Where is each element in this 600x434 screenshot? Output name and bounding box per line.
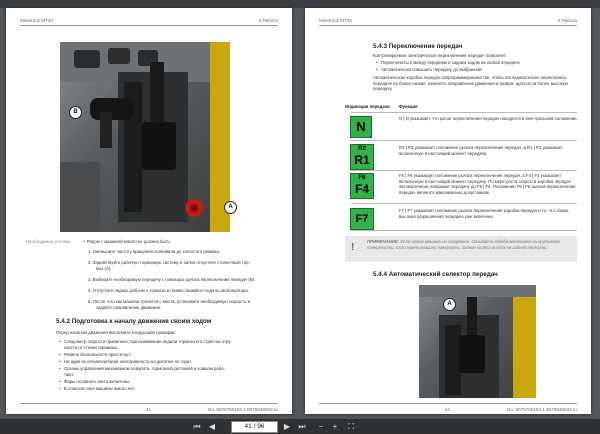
section-title: 5.4.4 Автоматический селектор передач	[373, 271, 498, 278]
gear-indicator-f: F6 F4	[350, 173, 374, 199]
section-intro: Контролируемое электрическое переключение передач позволяет:	[373, 53, 508, 58]
doc-number: No. 8075750163.1.8075848843.ru	[208, 407, 278, 412]
section-intro: Перед началом движения выполните следующие проверки:	[56, 330, 176, 335]
table-cell: N | N указывает, что рычаг переключения передач находится в ней-тральном положении.	[399, 116, 578, 121]
zoom-out-icon[interactable]: −	[318, 422, 324, 431]
list-item: • Ни один из сигнализаторов неисправности на дисплее не горит.	[64, 359, 192, 365]
step: задайте направление движения.	[96, 305, 162, 310]
table-rule	[351, 203, 577, 204]
image-caption: Необходимое условие	[26, 239, 71, 244]
viewer-toolbar	[0, 419, 600, 434]
step: 5. После того как машина тронется с места, установите необходимую скорость и	[88, 299, 250, 304]
last-page-icon[interactable]: ⏭	[298, 422, 306, 431]
table-cell: F7 | F7 указывает положение рычага переключения коробки передач и то, что самая высокая разрешенная передача уже включена.	[399, 208, 569, 219]
first-page-icon[interactable]: ⏮	[193, 422, 201, 431]
callout-b: B	[69, 106, 82, 119]
page-header-right: 5 Работа	[558, 18, 577, 23]
info-icon: !	[351, 242, 355, 253]
next-page-icon[interactable]: ▶	[283, 422, 291, 431]
table-header-function: Функция	[399, 104, 418, 109]
step: 1. Уменьшите частоту вращения коленвала до холостого режима.	[88, 249, 220, 254]
paragraph: Автоматическая коробка передач запрограммирована так, чтобы последовательно переключать передачи на более низкие, изменять направление движения и возвра- щаться на более высокую передачу.	[373, 75, 568, 91]
gear-selector-photo	[419, 285, 536, 398]
list-item: • Органы управления механизмом поворота, тормозной системой и ковшом рабо-	[64, 366, 225, 372]
prev-page-icon[interactable]: ◀	[208, 422, 216, 431]
section-title: 5.4.2 Подготовка к началу движения своим ходом	[56, 318, 212, 325]
step: 4. Отпустите педаль рабочего тормоза и плавно выжмите педаль акселератора.	[88, 288, 249, 293]
page-header-left: Minetruck MT42	[20, 18, 53, 23]
list-item: • Автоматически повышать передачу до выбранной	[381, 67, 482, 73]
footer-rule	[20, 403, 278, 404]
list-item: • В опасной зоне машины никого нет.	[64, 386, 135, 392]
table-rule	[351, 112, 577, 113]
page-indicator-input[interactable]: 41 / 96	[231, 421, 278, 433]
page-number: 42	[445, 407, 451, 412]
table-header-indicator: Индикация передачи	[345, 104, 390, 109]
gear-indicator-n: N	[350, 116, 372, 138]
page-number: 41	[146, 407, 152, 412]
document-page-left	[6, 8, 292, 414]
step: 3. Выберите необходимую передачу с помощью рычага переключения передач (B).	[88, 277, 256, 282]
note-text: ПРИМЕЧАНИЕ: Если нужна машина не загружена. Ожидайте взбоба механизма на крутизной поверхности. Если нужно машину повернуть, задние колёса всегда не задней передачи.	[367, 239, 560, 250]
table-rule	[351, 140, 577, 141]
list-item: • Спидометр скорости правильно; при выжимании педали тормоза его стрел-ка отру-	[64, 339, 232, 345]
list-item: • Ремень безопасности пристегнут.	[64, 352, 131, 358]
precondition-text: ✓ Рядом с машиной никого не должно быть.	[82, 239, 171, 244]
table-cell: F6 | F6 указывает положение рычага переключения передач, а F4 | F4 указывает включенную в настоящий момент передачу. По мере роста скорости коробка передач автоматически повышает передачу до F6 | F6. Положение F6 | F6 рычага переключения передач является максимально допустимым.	[399, 173, 576, 195]
header-rule	[319, 25, 577, 26]
gear-indicator-r: R2 R1	[350, 144, 374, 170]
table-rule	[351, 170, 577, 171]
doc-number: No. 8075750163.1.8075848843.ru	[507, 407, 577, 412]
list-item: • Переключаться между передним и задним ходом на любой передаче	[381, 60, 520, 66]
table-rule	[351, 230, 577, 231]
table-cell: R2 | R2 указывает положение рычага переключения передач, а R1 | R1 указывает включенную в настоящий момент передачу.	[399, 145, 563, 156]
fullscreen-icon[interactable]: ⛶	[348, 422, 354, 431]
page-header-left: Minetruck MT42	[319, 18, 352, 23]
section-title: 5.4.3 Переключение передач	[373, 43, 463, 50]
list-item-cont: тают.	[64, 372, 75, 377]
zoom-in-icon[interactable]: +	[332, 422, 338, 431]
page-header-right: 5 Работа	[259, 18, 278, 23]
gear-indicator-f7: F7	[350, 208, 374, 230]
callout-a: A	[224, 201, 237, 214]
step: 2. Задействуйте рабочую тормозную систему и затем отпустите стояночный тор-	[88, 260, 250, 265]
list-item-cont: кается от стенки гаражных.	[64, 345, 119, 350]
photo-illustration	[419, 285, 536, 398]
step: мoз (A).	[96, 266, 112, 271]
header-rule	[20, 25, 278, 26]
gear-lever-photo	[60, 42, 230, 232]
photo-illustration	[60, 42, 230, 232]
note-box	[345, 236, 577, 262]
list-item: • Фары головного света включены.	[64, 379, 130, 385]
callout-a: A	[443, 298, 456, 311]
viewer-top-bar	[0, 0, 600, 8]
document-page-right	[305, 8, 591, 414]
footer-rule	[319, 403, 577, 404]
